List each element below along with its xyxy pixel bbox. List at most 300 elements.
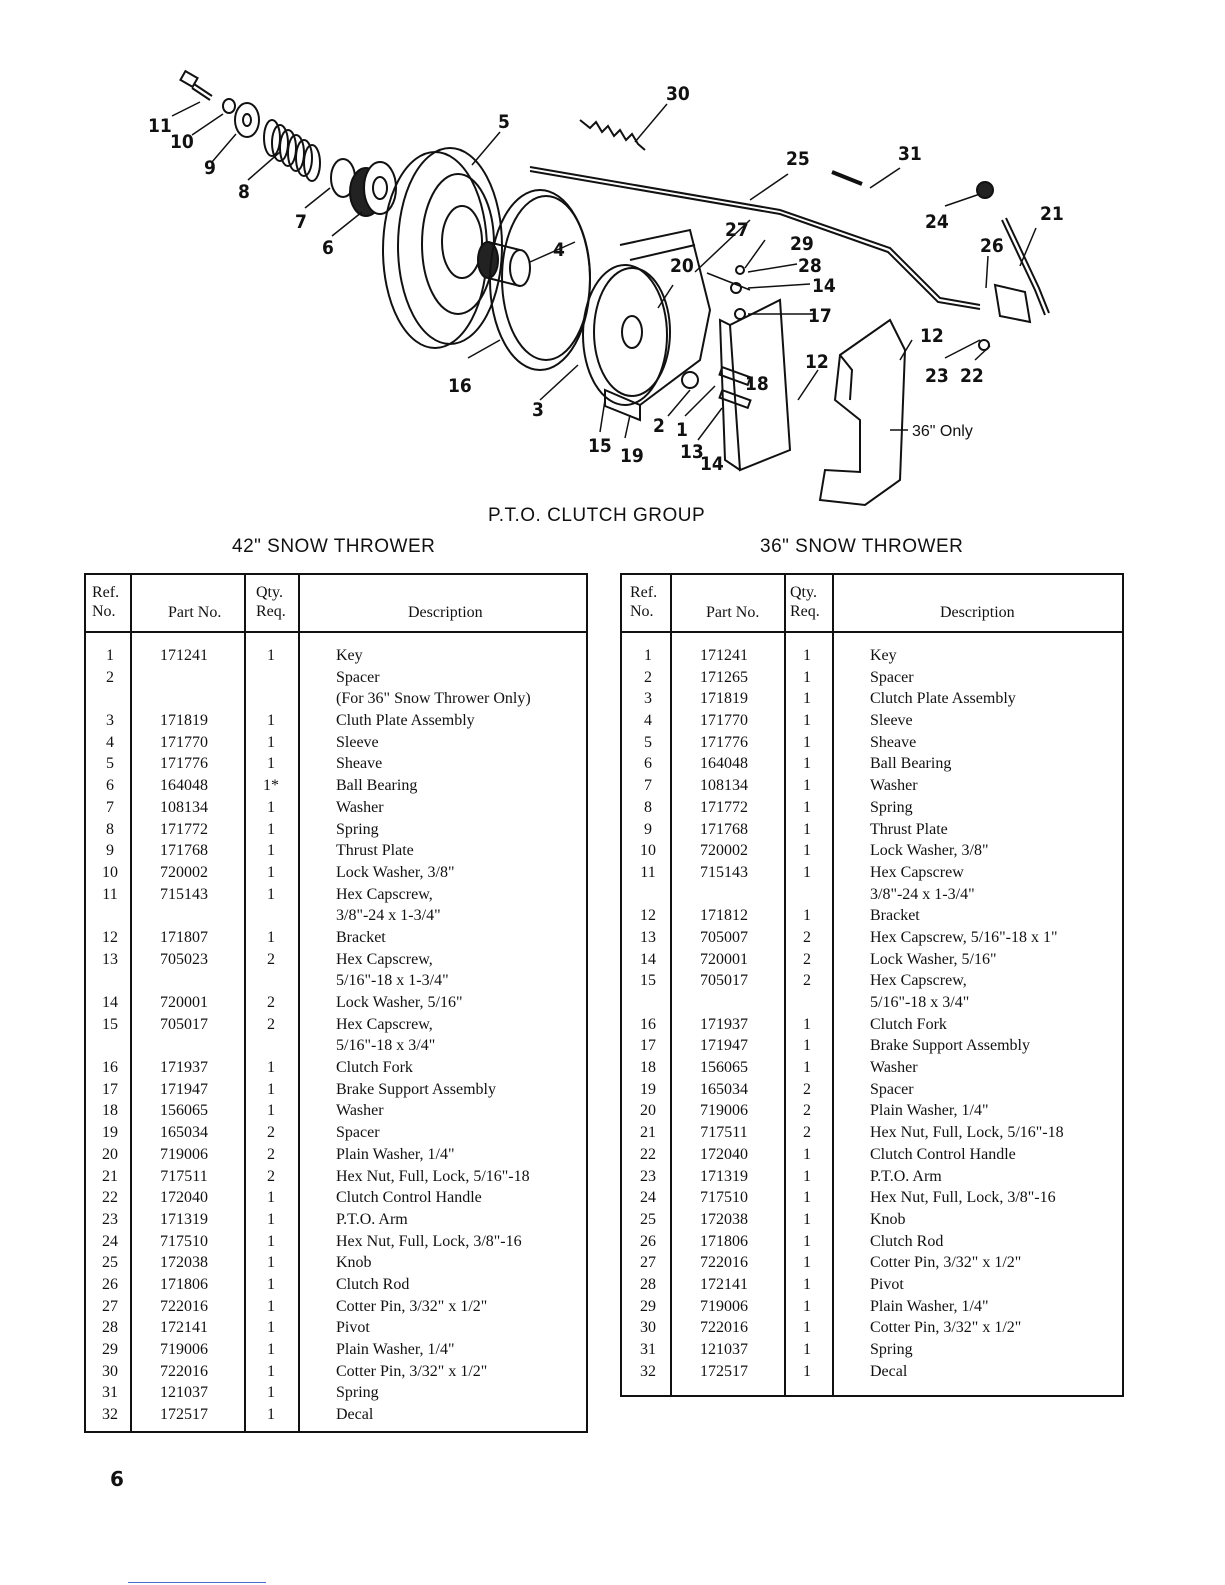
callout-22: 21 xyxy=(1040,203,1064,225)
ref-no-cell: 24 xyxy=(102,1232,118,1250)
table-header xyxy=(622,575,1122,633)
ref-no-cell: 8 xyxy=(644,798,652,816)
table-row xyxy=(86,799,586,821)
table-row xyxy=(86,1168,586,1190)
part-no-cell: 171819 xyxy=(160,712,208,730)
part-no-cell: 172040 xyxy=(700,1145,748,1163)
part-no-cell: 720001 xyxy=(160,994,208,1011)
description-cell: Hex Capscrew, xyxy=(336,1015,433,1033)
callout-29: 28 xyxy=(798,255,822,277)
description-cell: Spring xyxy=(336,1384,379,1402)
table-row xyxy=(86,821,586,843)
description-cell: Washer xyxy=(870,777,918,795)
qty-cell: 1 xyxy=(803,1015,811,1033)
qty-cell: 2 xyxy=(803,928,811,946)
part-no-cell: 171807 xyxy=(160,928,208,946)
qty-cell: 1 xyxy=(267,755,275,773)
table-row xyxy=(86,690,586,712)
description-cell: Spacer xyxy=(336,668,380,686)
part-no-cell: 171937 xyxy=(160,1059,208,1077)
part-no-cell: 720002 xyxy=(160,863,208,881)
description-cell: Washer xyxy=(870,1059,918,1077)
description-cell: Clutch Fork xyxy=(336,1059,413,1077)
table-row xyxy=(622,1081,1122,1103)
qty-cell: 1 xyxy=(803,1297,811,1315)
parts-table-42 xyxy=(84,573,588,1433)
description-cell: Hex Capscrew, 5/16"-18 x 1" xyxy=(870,928,1058,946)
exploded-parts-diagram xyxy=(100,60,1120,520)
ref-no-cell: 22 xyxy=(640,1145,656,1163)
description-cell: Cotter Pin, 3/32" x 1/2" xyxy=(870,1319,1022,1337)
table-row xyxy=(86,1233,586,1255)
description-cell: Sheave xyxy=(870,733,917,751)
ref-no-cell: 28 xyxy=(640,1275,656,1293)
table-row xyxy=(86,1124,586,1146)
part-no-cell: 720002 xyxy=(700,842,748,860)
ref-no-cell: 19 xyxy=(102,1124,118,1142)
part-no-cell: 722016 xyxy=(700,1254,748,1272)
table-row xyxy=(86,647,586,669)
ref-no-cell: 17 xyxy=(640,1037,656,1055)
table-row xyxy=(86,951,586,973)
description-cell: Spring xyxy=(870,1341,913,1358)
qty-cell: 1 xyxy=(803,1341,811,1358)
callout-13: 13 xyxy=(680,441,704,463)
part-no-cell: 722016 xyxy=(160,1297,208,1315)
part-no-cell: 172040 xyxy=(160,1189,208,1207)
table-row xyxy=(622,1254,1122,1276)
ref-no-cell: 16 xyxy=(640,1015,656,1033)
part-no-cell: 171776 xyxy=(700,733,748,751)
description-cell: Hex Capscrew, xyxy=(870,972,967,990)
qty-cell: 1 xyxy=(803,777,811,795)
ref-no-cell: 14 xyxy=(640,950,656,968)
qty-cell: 1 xyxy=(267,1210,275,1228)
qty-cell: 1 xyxy=(267,842,275,860)
part-no-cell: 171806 xyxy=(160,1275,208,1293)
part-no-cell: 165034 xyxy=(700,1080,748,1098)
ref-no-cell: 16 xyxy=(102,1059,118,1077)
ref-no-cell: 23 xyxy=(640,1167,656,1185)
qty-cell: 2 xyxy=(803,972,811,990)
qty-cell: 1 xyxy=(803,733,811,751)
ref-no-cell: 22 xyxy=(102,1189,118,1207)
ref-no-cell: 25 xyxy=(640,1210,656,1228)
table-row xyxy=(86,734,586,756)
ref-no-cell: 5 xyxy=(644,733,652,751)
description-cell: Lock Washer, 3/8" xyxy=(870,842,989,860)
description-cell: P.T.O. Arm xyxy=(870,1167,942,1185)
table-row xyxy=(86,1146,586,1168)
table-row xyxy=(86,1059,586,1081)
callout-4: 4 xyxy=(553,239,565,261)
qty-cell: 1 xyxy=(803,1210,811,1228)
page-number: 6 xyxy=(110,1467,124,1491)
part-no-cell: 121037 xyxy=(160,1384,208,1402)
table-row xyxy=(622,1037,1122,1059)
ref-no-cell: 29 xyxy=(640,1297,656,1315)
table-row xyxy=(622,972,1122,994)
qty-cell: 1 xyxy=(267,1297,275,1315)
callout-12-36: 12 xyxy=(920,325,944,347)
part-no-cell: 722016 xyxy=(160,1362,208,1380)
description-cell: Cotter Pin, 3/32" x 1/2" xyxy=(336,1362,488,1380)
table-row xyxy=(622,886,1122,908)
qty-cell: 2 xyxy=(803,1080,811,1098)
part-no-cell: 171768 xyxy=(700,820,748,838)
part-no-cell: 156065 xyxy=(160,1102,208,1120)
table-row xyxy=(86,886,586,908)
ref-no-cell: 12 xyxy=(102,928,118,946)
description-cell: 5/16"-18 x 3/4" xyxy=(336,1037,436,1055)
ref-no-cell: 15 xyxy=(102,1015,118,1033)
part-no-cell: 171319 xyxy=(700,1167,748,1185)
table-row xyxy=(86,1189,586,1211)
table-row xyxy=(86,842,586,864)
description-cell: Spring xyxy=(336,820,379,838)
qty-cell: 1 xyxy=(803,1275,811,1293)
callout-27: 26 xyxy=(980,235,1004,257)
header-qty-req: Qty. Req. xyxy=(790,584,820,620)
ref-no-cell: 15 xyxy=(640,972,656,990)
qty-cell: 1 xyxy=(267,820,275,838)
ref-no-cell: 14 xyxy=(102,994,118,1011)
callout-23: 22 xyxy=(960,365,984,387)
ref-no-cell: 13 xyxy=(640,928,656,946)
description-cell: Hex Nut, Full, Lock, 3/8"-16 xyxy=(870,1189,1056,1207)
description-cell: Sheave xyxy=(336,755,383,773)
thrust-plate-part-9 xyxy=(235,103,259,137)
table-row xyxy=(622,1124,1122,1146)
part-no-cell: 172038 xyxy=(160,1254,208,1272)
ref-no-cell: 28 xyxy=(102,1319,118,1337)
table-row xyxy=(86,994,586,1016)
table-row xyxy=(622,799,1122,821)
table-rows xyxy=(622,647,1122,1384)
table-row xyxy=(622,1233,1122,1255)
table-row xyxy=(622,1168,1122,1190)
qty-cell: 2 xyxy=(803,1102,811,1120)
description-cell: Brake Support Assembly xyxy=(336,1080,496,1098)
description-cell: Cotter Pin, 3/32" x 1/2" xyxy=(336,1297,488,1315)
ref-no-cell: 20 xyxy=(102,1145,118,1163)
table-row xyxy=(622,842,1122,864)
brake-support-part-17 xyxy=(490,190,590,370)
description-cell: Sleeve xyxy=(870,712,913,730)
qty-cell: 2 xyxy=(267,1145,275,1163)
part-no-cell: 705023 xyxy=(160,950,208,968)
qty-cell: 1 xyxy=(267,733,275,751)
table-row xyxy=(86,1406,586,1428)
table-row xyxy=(86,864,586,886)
qty-cell: 1 xyxy=(267,928,275,946)
part-no-cell: 171947 xyxy=(160,1080,208,1098)
part-no-cell: 715143 xyxy=(700,863,748,881)
part-no-cell: 172141 xyxy=(700,1275,748,1293)
description-cell: Cotter Pin, 3/32" x 1/2" xyxy=(870,1254,1022,1272)
table-row xyxy=(86,1254,586,1276)
part-no-cell: 172517 xyxy=(700,1362,748,1380)
callout-30: 29 xyxy=(790,233,814,255)
table-row xyxy=(86,712,586,734)
ref-no-cell: 18 xyxy=(102,1102,118,1120)
qty-cell: 1 xyxy=(267,1319,275,1337)
ref-no-cell: 19 xyxy=(640,1080,656,1098)
qty-cell: 1 xyxy=(267,1406,275,1424)
description-cell: Sleeve xyxy=(336,733,379,751)
qty-cell: 1 xyxy=(267,863,275,881)
qty-cell: 1 xyxy=(803,668,811,686)
qty-cell: 2 xyxy=(267,1015,275,1033)
ref-no-cell: 10 xyxy=(102,863,118,881)
qty-cell: 1 xyxy=(267,1059,275,1077)
table-row xyxy=(86,669,586,691)
part-no-cell: 717511 xyxy=(700,1124,748,1142)
qty-cell: 1* xyxy=(263,777,279,795)
description-cell: Plain Washer, 1/4" xyxy=(870,1297,989,1315)
table-row xyxy=(622,669,1122,691)
qty-cell: 1 xyxy=(267,1384,275,1402)
description-cell: Decal xyxy=(336,1406,374,1424)
table-row xyxy=(86,1037,586,1059)
description-cell: Decal xyxy=(870,1362,908,1380)
description-cell: Clutch Fork xyxy=(870,1015,947,1033)
header-part-no: Part No. xyxy=(168,604,222,621)
spring-part-31 xyxy=(580,120,645,150)
description-cell: Hex Capscrew, xyxy=(336,885,433,903)
table-row xyxy=(86,755,586,777)
qty-cell: 1 xyxy=(803,842,811,860)
table-row xyxy=(86,907,586,929)
table-row xyxy=(622,1102,1122,1124)
bottom-rule xyxy=(128,1582,266,1583)
ref-no-cell: 7 xyxy=(106,798,114,816)
description-cell: Hex Nut, Full, Lock, 5/16"-18 xyxy=(870,1124,1064,1142)
part-no-cell: 171265 xyxy=(700,668,748,686)
ref-no-cell: 30 xyxy=(640,1319,656,1337)
qty-cell: 1 xyxy=(803,1059,811,1077)
decal-part-32 xyxy=(832,172,862,184)
qty-cell: 2 xyxy=(267,1124,275,1142)
description-cell: Lock Washer, 5/16" xyxy=(336,994,463,1011)
callout-25: 24 xyxy=(925,211,949,233)
description-cell: 3/8"-24 x 1-3/4" xyxy=(336,907,441,925)
table-row xyxy=(622,1211,1122,1233)
table-row xyxy=(86,972,586,994)
description-cell: Bracket xyxy=(336,928,386,946)
table-row xyxy=(622,929,1122,951)
part-no-cell: 171319 xyxy=(160,1210,208,1228)
ref-no-cell: 4 xyxy=(106,733,114,751)
lock-washer-part-10 xyxy=(223,99,235,113)
callout-6: 6 xyxy=(322,237,334,259)
description-cell: Clutch Rod xyxy=(336,1275,410,1293)
part-no-cell: 171776 xyxy=(160,755,208,773)
part-no-cell: 164048 xyxy=(700,755,748,773)
ref-no-cell: 26 xyxy=(102,1275,118,1293)
description-cell: Clutch Plate Assembly xyxy=(870,690,1016,708)
qty-cell: 1 xyxy=(803,647,811,664)
qty-cell: 1 xyxy=(803,1319,811,1337)
callout-26: 25 xyxy=(786,148,810,170)
ref-no-cell: 25 xyxy=(102,1254,118,1272)
ref-no-cell: 5 xyxy=(106,755,114,773)
qty-cell: 1 xyxy=(803,820,811,838)
table-row xyxy=(622,1341,1122,1363)
description-cell: Clutch Rod xyxy=(870,1232,944,1250)
callout-15: 14 xyxy=(812,275,836,297)
ref-no-cell: 18 xyxy=(640,1059,656,1077)
part-no-cell: 165034 xyxy=(160,1124,208,1142)
description-cell: Lock Washer, 5/16" xyxy=(870,950,997,968)
qty-cell: 1 xyxy=(267,1254,275,1272)
callout-20: 19 xyxy=(620,445,644,467)
part-no-cell: 172517 xyxy=(160,1406,208,1424)
part-no-cell: 719006 xyxy=(160,1341,208,1358)
description-cell: Plain Washer, 1/4" xyxy=(336,1145,455,1163)
table-row xyxy=(622,994,1122,1016)
part-no-cell: 171947 xyxy=(700,1037,748,1055)
description-cell: Pivot xyxy=(336,1319,370,1337)
part-no-cell: 719006 xyxy=(700,1102,748,1120)
callout-7: 7 xyxy=(295,211,307,233)
callout-5: 5 xyxy=(498,111,510,133)
ref-no-cell: 1 xyxy=(106,647,114,664)
callout-21: 20 xyxy=(670,255,694,277)
ref-no-cell: 26 xyxy=(640,1232,656,1250)
part-no-cell: 171819 xyxy=(700,690,748,708)
part-no-cell: 108134 xyxy=(700,777,748,795)
qty-cell: 2 xyxy=(267,1167,275,1185)
table-row xyxy=(622,951,1122,973)
header-description: Description xyxy=(940,604,1015,621)
description-cell: Thrust Plate xyxy=(870,820,948,838)
qty-cell: 1 xyxy=(803,1362,811,1380)
qty-cell: 1 xyxy=(803,798,811,816)
capscrew-part-11 xyxy=(180,71,212,100)
description-cell: Hex Capscrew xyxy=(870,863,964,881)
table-row xyxy=(86,929,586,951)
group-title: P.T.O. CLUTCH GROUP xyxy=(488,505,706,526)
table-row xyxy=(622,1016,1122,1038)
part-no-cell: 717510 xyxy=(700,1189,748,1207)
qty-cell: 1 xyxy=(267,1189,275,1207)
part-no-cell: 705017 xyxy=(700,972,748,990)
table-row xyxy=(622,690,1122,712)
description-cell: Spacer xyxy=(870,668,914,686)
ref-no-cell: 27 xyxy=(640,1254,656,1272)
description-cell: Hex Nut, Full, Lock, 3/8"-16 xyxy=(336,1232,522,1250)
part-no-cell: 171806 xyxy=(700,1232,748,1250)
description-cell: Plain Washer, 1/4" xyxy=(336,1341,455,1358)
qty-cell: 1 xyxy=(267,712,275,730)
pto-arm-part-23 xyxy=(995,285,1030,322)
qty-cell: 1 xyxy=(267,1080,275,1098)
qty-cell: 1 xyxy=(267,1275,275,1293)
qty-cell: 1 xyxy=(267,1362,275,1380)
part-no-cell: 171812 xyxy=(700,907,748,925)
qty-cell: 1 xyxy=(803,1189,811,1207)
description-cell: Bracket xyxy=(870,907,920,925)
callout-12: 12 xyxy=(805,351,829,373)
ref-no-cell: 11 xyxy=(640,863,656,881)
part-no-cell: 705017 xyxy=(160,1015,208,1033)
table-row xyxy=(86,1081,586,1103)
table-row xyxy=(86,1341,586,1363)
part-no-cell: 171241 xyxy=(160,647,208,664)
description-cell: Spacer xyxy=(870,1080,914,1098)
description-cell: Cluth Plate Assembly xyxy=(336,712,475,730)
ref-no-cell: 12 xyxy=(640,907,656,925)
description-cell: 3/8"-24 x 1-3/4" xyxy=(870,885,975,903)
table-row xyxy=(86,1384,586,1406)
header-ref-no: Ref. No. xyxy=(630,584,658,620)
qty-cell: 1 xyxy=(803,1254,811,1272)
description-cell: 5/16"-18 x 1-3/4" xyxy=(336,972,449,990)
qty-cell: 1 xyxy=(803,712,811,730)
part-no-cell: 171770 xyxy=(160,733,208,751)
ref-no-cell: 20 xyxy=(640,1102,656,1120)
qty-cell: 1 xyxy=(267,1232,275,1250)
header-ref-no: Ref. No. xyxy=(92,584,120,620)
table-row xyxy=(86,777,586,799)
part-no-cell: 717511 xyxy=(160,1167,208,1185)
part-no-cell: 171768 xyxy=(160,842,208,860)
table-row xyxy=(622,1146,1122,1168)
note-36-only: 36" Only xyxy=(912,423,973,440)
qty-cell: 1 xyxy=(803,755,811,773)
ref-no-cell: 6 xyxy=(644,755,652,773)
ball-bearing-part-6 xyxy=(350,162,396,216)
qty-cell: 1 xyxy=(803,1167,811,1185)
ref-no-cell: 11 xyxy=(102,885,118,903)
callout-11: 11 xyxy=(148,115,172,137)
qty-cell: 1 xyxy=(267,798,275,816)
description-cell: P.T.O. Arm xyxy=(336,1210,408,1228)
header-description: Description xyxy=(408,604,483,621)
part-no-cell: 171772 xyxy=(160,820,208,838)
qty-cell: 1 xyxy=(803,690,811,708)
description-cell: Thrust Plate xyxy=(336,842,414,860)
description-cell: (For 36" Snow Thrower Only) xyxy=(336,690,531,708)
table-row xyxy=(86,1102,586,1124)
spring-part-8 xyxy=(264,120,320,181)
table-row xyxy=(622,777,1122,799)
table-row xyxy=(622,864,1122,886)
ref-no-cell: 21 xyxy=(102,1167,118,1185)
callout-8: 8 xyxy=(238,181,250,203)
description-cell: Key xyxy=(870,647,897,664)
table-row xyxy=(622,647,1122,669)
table-42-title: 42" SNOW THROWER xyxy=(232,536,436,557)
qty-cell: 1 xyxy=(803,1037,811,1055)
ref-no-cell: 17 xyxy=(102,1080,118,1098)
qty-cell: 1 xyxy=(267,647,275,664)
part-no-cell: 171937 xyxy=(700,1015,748,1033)
table-row xyxy=(622,1319,1122,1341)
callout-14: 14 xyxy=(700,453,724,475)
part-no-cell: 172038 xyxy=(700,1210,748,1228)
callout-17: 16 xyxy=(448,375,472,397)
ref-no-cell: 2 xyxy=(644,668,652,686)
description-cell: Plain Washer, 1/4" xyxy=(870,1102,989,1120)
table-row xyxy=(622,1059,1122,1081)
ref-no-cell: 2 xyxy=(106,668,114,686)
knob-part-25 xyxy=(977,182,993,198)
description-cell: 5/16"-18 x 3/4" xyxy=(870,994,970,1011)
description-cell: Clutch Control Handle xyxy=(870,1145,1016,1163)
ref-no-cell: 30 xyxy=(102,1362,118,1380)
